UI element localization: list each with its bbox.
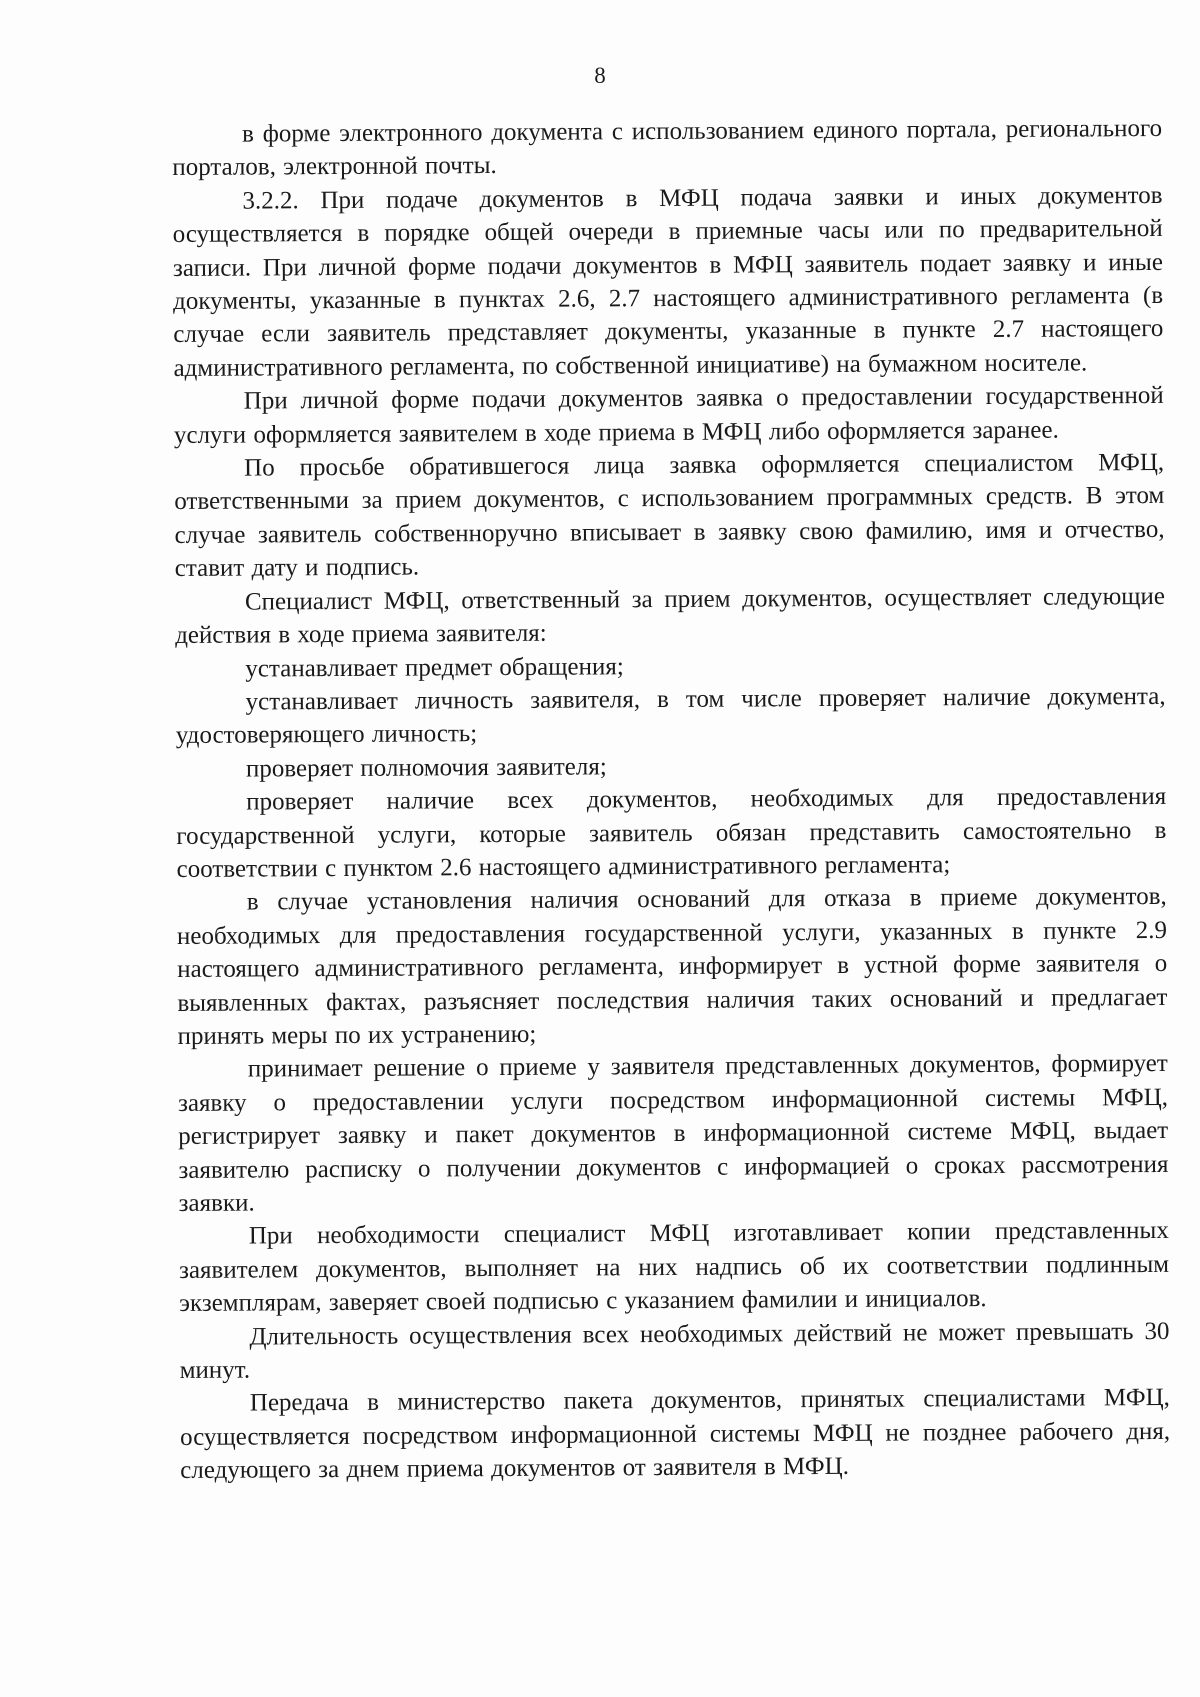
paragraph-personal-submission: При личной форме подачи документов заявка о предоставлении государственной услуги оформляется заявителем в ходе приема в МФЦ либо оформляется заранее. [173, 382, 1164, 449]
paragraph-duration: Длительность осуществления всех необходимых действий не может превышать 30 минут. [179, 1317, 1170, 1385]
paragraph-specialist-actions: Специалист МФЦ, ответственный за прием документов, осуществляет следующие действия в ходе приема заявителя: [175, 582, 1166, 650]
paragraph-transfer: Передача в министерство пакета документов, принятых специалистами МФЦ, осуществляется посредством информационной системы МФЦ не позднее рабочего дня, следующего за днем приема документов от заявителя в МФЦ. [179, 1384, 1171, 1485]
paragraph-request-by-specialist: По просьбе обратившегося лица заявка оформляется специалистом МФЦ, ответственными за прием документов, с использованием программных средств. В этом случае заявитель собственноручно вписывает в заявку свою фамилию, имя и отчество, ставит дату и подпись. [174, 449, 1165, 583]
paragraph-3-2-2: 3.2.2. При подаче документов в МФЦ подача заявки и иных документов осуществляется в порядке общей очереди в приемные часы или по предварительной записи. При личной форме подачи документов в МФЦ заявитель подает заявку и иные документы, указанные в пунктах 2.6, 2.7 настоящего административного регламента (в случае если заявитель представляет документы, указанные в пункте 2.7 настоящего административного регламента, по собственной инициативе) на бумажном носителе. [172, 181, 1164, 382]
list-item: проверяет наличие всех документов, необходимых для предоставления государственной услуги, которые заявитель обязан представить самостоятельно в соответствии с пунктом 2.6 настоящего административного регламента; [176, 783, 1167, 883]
list-item: проверяет полномочия заявителя; [245, 753, 607, 783]
page-number: 8 [594, 63, 606, 88]
list-item: устанавливает личность заявителя, в том числе проверяет наличие документа, удостоверяющего личность; [175, 682, 1166, 750]
list-item: устанавливает предмет обращения; [245, 652, 624, 683]
paragraph-copies: При необходимости специалист МФЦ изготавливает копии представленных заявителем документов, выполняет на них надпись об их соответствии подлинным экземплярам, заверяет своей подписью с указанием фамилии и инициалов. [178, 1217, 1170, 1318]
paragraph-continuation: в форме электронного документа с использованием единого портала, регионального порталов, электронной почты. [172, 114, 1163, 182]
list-item: в случае установления наличия оснований для отказа в приеме документов, необходимых для предоставления государственной услуги, указанных в пункте 2.9 настоящего административного регламента, информирует в устной форме заявителя о выявленных фактах, разъясняет последствия наличия таких оснований и предлагает принять меры по их устранению; [176, 883, 1168, 1050]
document-body [172, 112, 1170, 1488]
list-item: принимает решение о приеме у заявителя представленных документов, формирует заявку о предоставлении услуги посредством информационной системы МФЦ, регистрирует заявку и пакет документов в информационной системе МФЦ, выдает заявителю расписку о получении документов с информацией о сроках рассмотрения заявки. [177, 1050, 1169, 1217]
